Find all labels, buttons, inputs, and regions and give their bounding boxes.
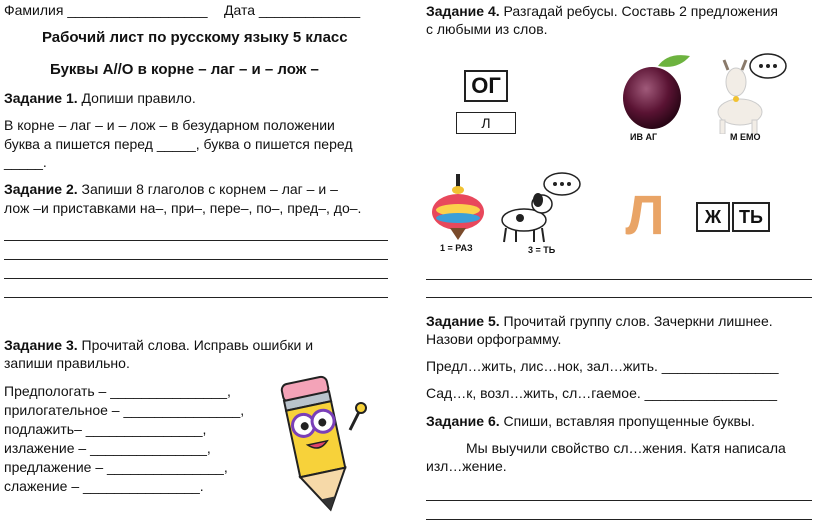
task4-text-line2: с любыми из слов.	[426, 21, 548, 37]
answer-line[interactable]	[426, 297, 812, 298]
date-field: Дата _____________	[224, 2, 361, 18]
answer-line[interactable]	[426, 519, 812, 520]
task4-heading	[426, 3, 778, 21]
task5-text: Прочитай группу слов. Зачеркни лишнее.	[503, 313, 773, 329]
rebus-zh-box: Ж	[696, 202, 730, 232]
pencil-mascot-illustration	[272, 370, 372, 520]
task1-label: Задание 1.	[4, 90, 78, 106]
dog-caption: 3 = ТЬ	[528, 245, 556, 255]
task2-text: Запиши 8 глаголов с корнем – лаг – и –	[81, 181, 338, 197]
top-caption: 1 = РАЗ	[440, 243, 473, 253]
task2-text-line2: лож –и приставками на–, при–, пере–, по–, пред–, до–.	[4, 200, 362, 216]
answer-line[interactable]	[426, 500, 812, 501]
task1-rule-line2: буква а пишется перед _____, буква о пишется перед	[4, 136, 353, 152]
task6-heading	[426, 413, 755, 431]
task5-row2: Сад…к, возл…жить, сл…гаемое. _________________	[426, 385, 778, 401]
task3-word: прилогательное – _______________,	[4, 402, 245, 418]
task3-text: Прочитай слова. Исправь ошибки и	[81, 337, 314, 353]
spinning-top-icon	[428, 172, 488, 242]
dog-icon	[496, 172, 586, 246]
page-subtitle: Буквы А//О в корне – лаг – и – лож –	[50, 61, 319, 78]
task6-paragraph-line1: Мы выучили свойство сл…жения. Катя написала	[466, 440, 786, 456]
surname-field: Фамилия __________________	[4, 2, 208, 18]
task5-row1: Предл…жить, лис…нок, зал…жить. _______________	[426, 358, 779, 374]
goat-caption: М ЕМО	[730, 132, 761, 142]
answer-line[interactable]	[4, 278, 388, 279]
rebus-t-box: ТЬ	[732, 202, 770, 232]
task2-label: Задание 2.	[4, 181, 78, 197]
rebus-og-box: ОГ	[464, 70, 508, 102]
task4-text: Разгадай ребусы. Составь 2 предложения	[503, 3, 779, 19]
rebus-l-box: Л	[456, 112, 516, 134]
rebus-og-l	[452, 68, 518, 134]
task1-heading	[4, 90, 196, 108]
answer-line[interactable]	[426, 279, 812, 280]
task3-word: предлажение – _______________,	[4, 459, 228, 475]
page-title: Рабочий лист по русскому языку 5 класс	[42, 29, 348, 46]
plum-caption: ИВ АГ	[630, 132, 658, 142]
plum-icon	[620, 50, 694, 130]
task2-heading	[4, 181, 338, 199]
answer-line[interactable]	[4, 240, 388, 241]
task1-rule-line1: В корне – лаг – и – лож – в безударном положении	[4, 117, 335, 133]
task5-text-line2: Назови орфограмму.	[426, 331, 562, 347]
task3-word: слажение – _______________.	[4, 478, 204, 494]
task3-word: подлажить– _______________,	[4, 421, 207, 437]
goat-icon	[706, 52, 790, 134]
task4-label: Задание 4.	[426, 3, 500, 19]
task3-word: Предпологать – _______________,	[4, 383, 231, 399]
answer-line[interactable]	[4, 259, 388, 260]
task6-paragraph-line2: изл…жение.	[426, 458, 507, 474]
task5-heading	[426, 313, 773, 331]
task1-rule-line3: _____.	[4, 154, 47, 170]
task3-heading	[4, 337, 313, 355]
answer-line[interactable]	[4, 297, 388, 298]
task3-label: Задание 3.	[4, 337, 78, 353]
task6-label: Задание 6.	[426, 413, 500, 429]
task3-word: излажение – _______________,	[4, 440, 211, 456]
task6-text: Спиши, вставляя пропущенные буквы.	[503, 413, 755, 429]
rebus-big-l: Л	[625, 183, 665, 246]
task3-text-line2: запиши правильно.	[4, 355, 130, 371]
task5-label: Задание 5.	[426, 313, 500, 329]
task1-text: Допиши правило.	[81, 90, 196, 106]
